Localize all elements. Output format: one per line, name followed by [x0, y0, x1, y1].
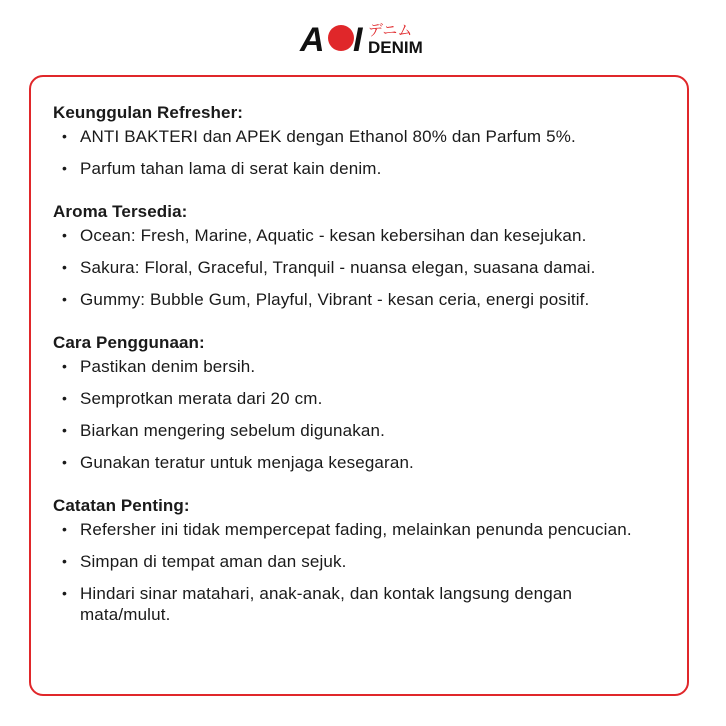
list-item: • Simpan di tempat aman dan sejuk.: [62, 552, 347, 571]
list-item: • Sakura: Floral, Graceful, Tranquil - nuansa elegan, suasana damai.: [62, 258, 596, 277]
logo-katakana: デニム: [368, 21, 413, 39]
section-keunggulan: [53, 103, 665, 179]
list-item: • Gummy: Bubble Gum, Playful, Vibrant - kesan ceria, energi positif.: [62, 290, 590, 309]
section-catatan-penting: [53, 496, 665, 625]
list-item: • Hindari sinar matahari, anak-anak, dan kontak langsung dengan mata/mulut.: [62, 584, 573, 624]
logo-letter-a: A: [300, 21, 325, 59]
list-item: • Refersher ini tidak mempercepat fading, melainkan penunda pencucian.: [62, 520, 632, 539]
list-item: • Parfum tahan lama di serat kain denim.: [62, 159, 382, 178]
section-title: Keunggulan Refresher:: [53, 103, 244, 122]
brand-logo: [0, 12, 726, 62]
logo-word-denim: DENIM: [368, 38, 423, 57]
list-item: • Ocean: Fresh, Marine, Aquatic - kesan kebersihan dan kesejukan.: [62, 226, 587, 245]
rising-sun-icon: [328, 25, 354, 51]
aoi-denim-logo: [298, 15, 428, 59]
info-card: [29, 75, 689, 696]
list-item: • Pastikan denim bersih.: [62, 357, 256, 376]
list-item: • Semprotkan merata dari 20 cm.: [62, 389, 323, 408]
list-item: • Gunakan teratur untuk menjaga kesegaran.: [62, 453, 414, 472]
section-title: Cara Penggunaan:: [53, 333, 205, 352]
section-cara-penggunaan: [53, 333, 665, 473]
list-item: • Biarkan mengering sebelum digunakan.: [62, 421, 385, 440]
list-item: • ANTI BAKTERI dan APEK dengan Ethanol 80% dan Parfum 5%.: [62, 127, 576, 146]
section-title: Catatan Penting:: [53, 496, 190, 515]
section-aroma: [53, 202, 665, 310]
logo-letter-i: I: [353, 21, 363, 59]
section-title: Aroma Tersedia:: [53, 202, 188, 221]
